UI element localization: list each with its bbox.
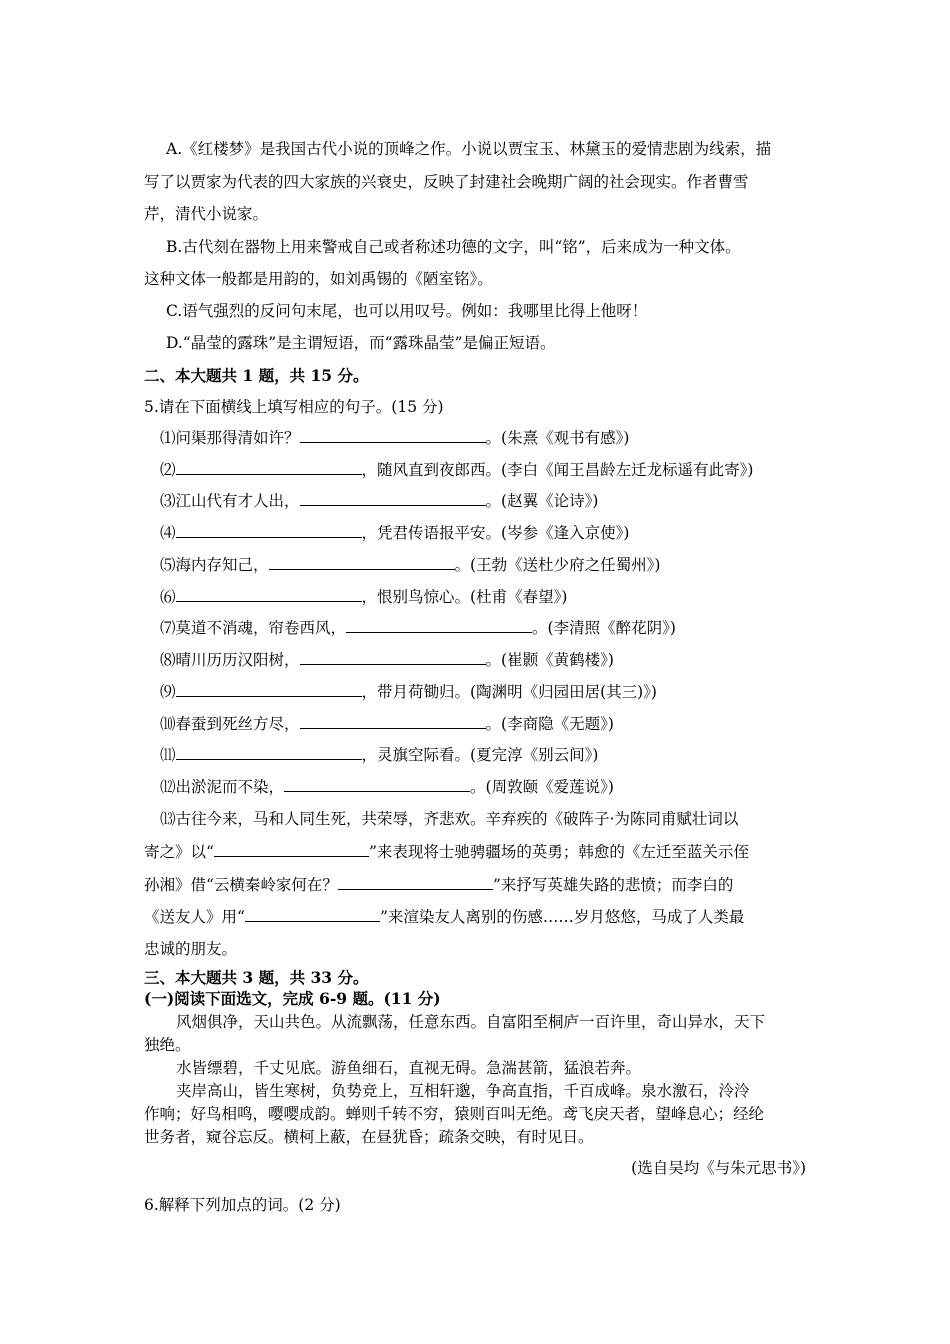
answer-blank[interactable] xyxy=(176,460,362,475)
option-a-line-3: 芹，清代小说家。 xyxy=(144,205,269,223)
item-13-line-3: 孙湘》借“云横秦岭家何在？ ”来抒写英雄失路的悲愤；而李白的 xyxy=(144,876,734,894)
question-6: 6.解释下列加点的词。(2 分) xyxy=(144,1196,341,1214)
fill-item-3: ⑶江山代有才人出， 。(赵翼《论诗》) xyxy=(160,492,599,510)
answer-blank[interactable] xyxy=(176,682,362,697)
option-a-line-1: A.《红楼梦》是我国古代小说的顶峰之作。小说以贾宝玉、林黛玉的爱情悲剧为线索，描 xyxy=(166,140,772,158)
passage-source: (选自吴均《与朱元思书》) xyxy=(631,1159,806,1177)
answer-blank[interactable] xyxy=(300,650,486,665)
option-b-line-1: B.古代刻在器物上用来警戒自己或者称述功德的文字，叫“铭”，后来成为一种文体。 xyxy=(166,238,741,256)
answer-blank[interactable] xyxy=(245,907,380,922)
answer-blank[interactable] xyxy=(176,587,362,602)
passage-line-2: 独绝。 xyxy=(144,1036,191,1054)
answer-blank[interactable] xyxy=(300,491,486,506)
option-b-line-2: 这种文体一般都是用韵的，如刘禹锡的《陋室铭》。 xyxy=(144,270,493,288)
passage-line-1: 风烟俱净，天山共色。从流飘荡，任意东西。自富阳至桐庐一百许里，奇山异水，天下 xyxy=(176,1013,766,1031)
passage-line-4: 夹岸高山，皆生寒树，负势竞上，互相轩邈，争高直指，千百成峰。泉水激石，泠泠 xyxy=(176,1082,750,1100)
fill-item-8: ⑻晴川历历汉阳树， 。(崔颢《黄鹤楼》) xyxy=(160,651,614,669)
fill-item-10: ⑽春蚕到死丝方尽， 。(李商隐《无题》) xyxy=(160,715,614,733)
answer-blank[interactable] xyxy=(269,555,455,570)
answer-blank[interactable] xyxy=(284,777,470,792)
answer-blank[interactable] xyxy=(300,428,486,443)
section-2-heading: 二、本大题共 1 题，共 15 分。 xyxy=(144,366,369,385)
fill-item-4: ⑷ ，凭君传语报平安。(岑参《逢入京使》) xyxy=(160,524,630,542)
answer-blank[interactable] xyxy=(300,714,486,729)
answer-blank[interactable] xyxy=(346,618,532,633)
section-3-heading: 三、本大题共 3 题，共 33 分。 xyxy=(144,968,369,987)
item-13-line-4: 《送友人》用“ ”来渲染友人离别的伤感……岁月悠悠，马成了人类最 xyxy=(144,908,745,926)
answer-blank[interactable] xyxy=(338,875,493,890)
fill-item-2: ⑵ ，随风直到夜郎西。(李白《闻王昌龄左迁龙标遥有此寄》) xyxy=(160,461,754,479)
item-13-line-2: 寄之》以“ ”来表现将士驰骋疆场的英勇；韩愈的《左迁至蓝关示侄 xyxy=(144,843,749,861)
fill-item-1: ⑴问渠那得清如许？ 。(朱熹《观书有感》) xyxy=(160,429,630,447)
item-13-line-5: 忠诚的朋友。 xyxy=(144,940,238,958)
option-a-line-2: 写了以贾家为代表的四大家族的兴衰史，反映了封建社会晚期广阔的社会现实。作者曹雪 xyxy=(144,173,749,191)
passage-line-6: 世务者，窥谷忘反。横柯上蔽，在昼犹昏；疏条交映，有时见日。 xyxy=(144,1128,594,1146)
fill-item-12: ⑿出淤泥而不染， 。(周敦颐《爱莲说》) xyxy=(160,778,614,796)
fill-item-9: ⑼ ，带月荷锄归。(陶渊明《归园田居(其三)》) xyxy=(160,683,657,701)
answer-blank[interactable] xyxy=(176,523,362,538)
option-c: C.语气强烈的反问句末尾，也可以用叹号。例如：我哪里比得上他呀！ xyxy=(166,302,648,320)
fill-item-5: ⑸海内存知己， 。(王勃《送杜少府之任蜀州》) xyxy=(160,556,661,574)
fill-item-11: ⑾ ，灵旗空际看。(夏完淳《别云间》) xyxy=(160,746,599,764)
answer-blank[interactable] xyxy=(214,842,369,857)
subsection-1-heading: (一)阅读下面选文，完成 6-9 题。(11 分) xyxy=(144,989,441,1008)
option-d: D.“晶莹的露珠”是主谓短语，而“露珠晶莹”是偏正短语。 xyxy=(166,334,556,352)
passage-line-3: 水皆缥碧，千丈见底。游鱼细石，直视无碍。急湍甚箭，猛浪若奔。 xyxy=(176,1059,642,1077)
item-13-line-1: ⒀古往今来，马和人同生死，共荣辱，齐悲欢。辛弃疾的《破阵子·为陈同甫赋壮词以 xyxy=(160,810,739,828)
question-5: 5.请在下面横线上填写相应的句子。(15 分) xyxy=(144,398,444,416)
fill-item-6: ⑹ ，恨别鸟惊心。(杜甫《春望》) xyxy=(160,588,568,606)
answer-blank[interactable] xyxy=(176,745,362,760)
passage-line-5: 作响；好鸟相鸣，嘤嘤成韵。蝉则千转不穷，猿则百叫无绝。鸢飞戾天者，望峰息心；经纶 xyxy=(144,1105,765,1123)
fill-item-7: ⑺莫道不消魂，帘卷西风， 。(李清照《醉花阴》) xyxy=(160,619,676,637)
